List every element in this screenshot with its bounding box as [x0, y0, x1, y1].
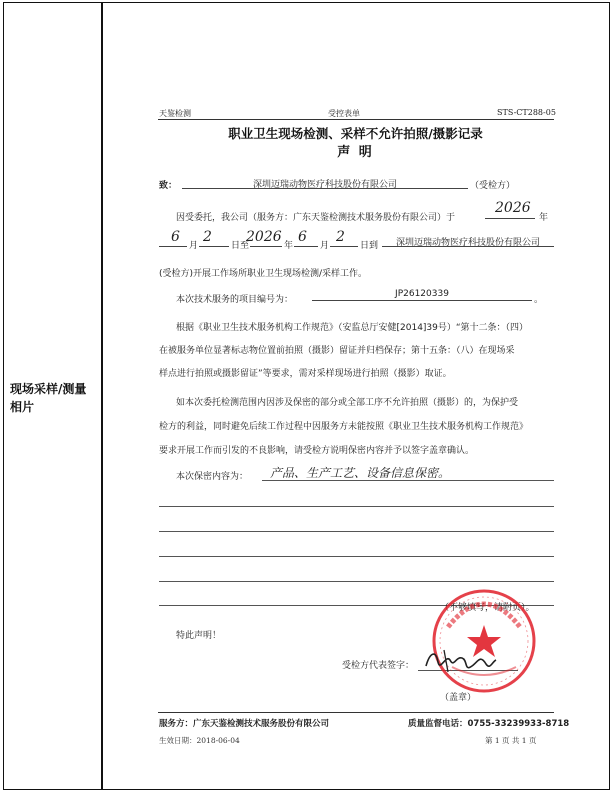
- side-label: 现场采样/测量相片: [10, 382, 87, 414]
- seal-label: （盖章）: [440, 693, 477, 703]
- para3-line1: 如本次委托检测范围内因涉及保密的部分或全部工序不允许拍照（摄影）的，为保护受: [176, 398, 519, 408]
- declaration-text: 特此声明！: [176, 631, 222, 641]
- para3-line3: 要求开展工作而引发的不良影响，请受检方说明保密内容并予以签字盖章确认。: [159, 446, 475, 456]
- para1-line1: 因受委托，我公司（服务方：广东天鉴检测技术服务股份有限公司）于: [176, 213, 456, 223]
- header-right: STS-CT288-05: [497, 108, 556, 117]
- footer-effective-date: 生效日期：2018-06-04: [159, 736, 240, 745]
- para3-line2: 检方的利益，同时避免后续工作过程中因服务方未能按照《职业卫生技术服务机构工作规范》: [159, 422, 529, 432]
- para2-line2: 在被服务单位显著标志物位置前拍照（摄影）留证并归档保存；第十五条：（八）在现场采: [159, 346, 515, 356]
- to-company: 深圳迈瑞动物医疗科技股份有限公司: [252, 180, 397, 190]
- declaration-document: [102, 2, 609, 790]
- day1-blank: [199, 229, 229, 247]
- project-code: JP26120339: [395, 289, 449, 299]
- to-prefix: 致：: [159, 181, 178, 191]
- secret-line-5: [159, 581, 554, 582]
- year2-blank: [246, 229, 282, 247]
- year2-unit: 年: [284, 241, 294, 251]
- day1-value: 2: [203, 229, 212, 245]
- document-subtitle: 声 明: [337, 145, 374, 160]
- header-rule: [158, 119, 554, 120]
- month1-value: 6: [171, 229, 180, 245]
- footer-phone: 质量监督电话：0755-33239933-8718: [408, 719, 570, 729]
- header-center: 受控表单: [328, 109, 360, 118]
- secret-content: 产品、生产工艺、设备信息保密。: [270, 466, 451, 480]
- month1-blank: [159, 229, 187, 247]
- header-left: 天鉴检测: [159, 109, 191, 118]
- secret-label: 本次保密内容为：: [176, 472, 249, 482]
- project-code-blank: [312, 288, 532, 301]
- para2-line3: 样点进行拍照或摄影留证”等要求，需对采样现场进行拍照（摄影）取证。: [159, 369, 452, 379]
- day2-value: 2: [336, 229, 345, 245]
- month2-blank: [294, 229, 318, 247]
- day1-unit: 日至: [231, 241, 250, 251]
- day2-unit: 日到: [360, 241, 379, 251]
- month1-unit: 月: [189, 241, 199, 251]
- month2-unit: 月: [320, 241, 330, 251]
- day2-blank: [330, 229, 358, 247]
- year1-unit: 年: [539, 213, 549, 223]
- secret-line-2: [159, 506, 554, 507]
- para1-line3: (受检方)开展工作场所职业卫生现场检测/采样工作。: [159, 269, 368, 279]
- month2-value: 6: [298, 229, 307, 245]
- para1-company: 深圳迈瑞动物医疗科技股份有限公司: [395, 238, 540, 248]
- footer-page: 第 1 页 共 1 页: [485, 736, 537, 745]
- document-title: 职业卫生现场检测、采样不允许拍照/摄影记录: [228, 126, 483, 141]
- secret-line-4: [159, 556, 554, 557]
- to-suffix: （受检方）: [470, 181, 516, 191]
- para1-company-blank: [382, 234, 554, 247]
- footer-rule: [158, 712, 554, 713]
- year1-value: 2026: [495, 200, 531, 216]
- signature-icon: [420, 642, 500, 680]
- attach-note: （不够填写，请附页）。: [440, 603, 535, 613]
- secret-line-3: [159, 531, 554, 532]
- year2-value: 2026: [246, 229, 282, 245]
- to-company-blank: [182, 176, 468, 189]
- para2-line1: 根据《职业卫生技术服务机构工作规范》（安监总厅安健[2014]39号）“第十二条：（四）: [176, 323, 529, 333]
- year1-blank: [485, 200, 535, 219]
- project-label: 本次技术服务的项目编号为：: [176, 295, 294, 305]
- footer-service: 服务方：广东天鉴检测技术服务股份有限公司: [159, 719, 330, 729]
- project-end: 。: [534, 295, 544, 305]
- signature-label: 受检方代表签字：: [342, 661, 415, 671]
